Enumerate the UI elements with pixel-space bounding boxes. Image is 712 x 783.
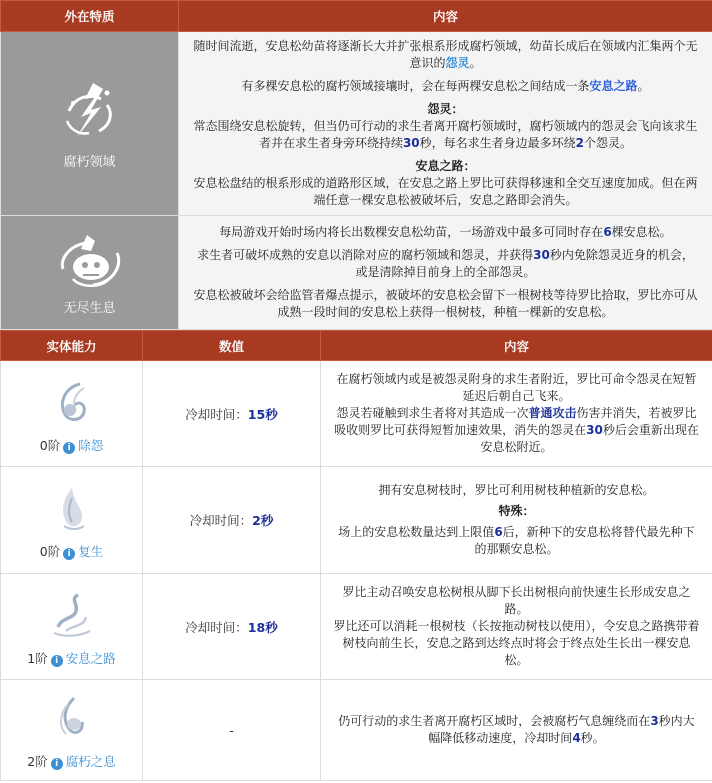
ability-desc-cell xyxy=(321,467,712,574)
text: 。 xyxy=(637,79,650,93)
trait-row-endless-breath xyxy=(1,216,712,330)
abilities-table xyxy=(0,330,712,781)
text: 棵安息松。 xyxy=(611,225,672,239)
ability-desc-cell xyxy=(321,680,712,781)
text: 冷却时间： xyxy=(189,513,253,528)
desc-paragraph xyxy=(333,713,700,747)
trait-paragraph xyxy=(193,78,698,95)
ability-cell xyxy=(1,574,143,680)
ability-label xyxy=(1,542,142,560)
trait-paragraph xyxy=(193,224,698,241)
number: 4 xyxy=(572,731,581,745)
highlight-normal-attack: 普通攻击 xyxy=(528,406,577,420)
subheading: 特殊： xyxy=(498,504,535,518)
ability-tier: 0阶 xyxy=(39,437,61,453)
unit: 秒 xyxy=(260,513,274,528)
ability-row-decay-breath xyxy=(1,680,712,781)
desc-paragraph xyxy=(333,405,700,456)
trait-feature-cell xyxy=(1,216,179,330)
trait-paragraph xyxy=(193,38,698,72)
text: 常态围绕安息松旋转，但当仍可行动的求生者离开腐朽领域时，腐朽领域内的怨灵会飞向该求生者并在求生者身旁环绕持续 xyxy=(193,119,698,150)
text: 秒。 xyxy=(580,731,605,745)
desc-paragraph: 罗比还可以消耗一根树枝（长按拖动树枝以使用），令安息之路携带着树枝向前生长，安息之路到达终点时将会于终点处生长出一棵安息松。 xyxy=(333,619,700,667)
number: 3 xyxy=(650,714,659,728)
unit: 秒 xyxy=(265,406,278,422)
text: 冷却时间： xyxy=(185,619,248,635)
trait-name: 腐朽领域 xyxy=(63,155,116,170)
text: 后，新种下的安息松将替代最先种下的那颗安息松。 xyxy=(474,525,695,556)
header-content: 内容 xyxy=(179,1,712,32)
ability-cell xyxy=(1,361,143,467)
ability-name-link[interactable]: 腐朽之息 xyxy=(65,754,116,769)
ability-cell xyxy=(1,680,143,781)
text: 有多棵安息松的腐朽领域接壤时，会在每两棵安息松之间结成一条 xyxy=(241,79,590,93)
number: 30 xyxy=(533,248,550,262)
text: 求生者可破坏成熟的安息以消除对应的腐朽领域和怨灵，并获得 xyxy=(197,248,534,262)
number: 2 xyxy=(252,513,261,528)
wisp-icon xyxy=(44,374,100,430)
desc-paragraph xyxy=(333,524,700,558)
number: 18 xyxy=(247,619,266,635)
ability-name-link[interactable]: 安息之路 xyxy=(65,650,116,666)
ability-name-link[interactable]: 除怨 xyxy=(78,437,104,453)
number: 30 xyxy=(402,136,420,150)
ability-desc-cell xyxy=(321,574,712,680)
header-value: 数值 xyxy=(143,331,321,361)
trait-content-cell xyxy=(179,32,712,216)
robbie-skull-icon xyxy=(53,229,127,293)
trait-content-cell xyxy=(179,216,712,330)
subheading: 安息之路： xyxy=(415,159,476,173)
trait-row-decay-field xyxy=(1,32,712,216)
trait-paragraph: 安息松被破坏会给监管者爆点提示，被破坏的安息松会留下一根树枝等待罗比拾取，罗比亦可从成熟一段时间的安息松上获得一根树枝，种植一棵新的安息松。 xyxy=(193,288,698,319)
ability-label xyxy=(1,752,142,770)
abilities-header-row xyxy=(1,331,712,361)
number: 30 xyxy=(586,423,603,437)
highlight-rest-path: 安息之路 xyxy=(589,79,638,93)
desc-paragraph: 罗比主动召唤安息松树根从脚下长出树根向前快速生长形成安息之路。 xyxy=(342,585,691,616)
text: 仍可行动的求生者离开腐朽区域时，会被腐朽气息缠绕而在 xyxy=(338,714,651,728)
text: 秒内大幅降低移动速度，冷却时间 xyxy=(428,714,695,745)
unit: 秒 xyxy=(265,619,278,635)
number: 15 xyxy=(247,406,266,422)
ability-row-rebirth xyxy=(1,467,712,574)
desc-paragraph: 拥有安息树枝时，罗比可利用树枝种植新的安息松。 xyxy=(378,483,655,497)
text: 随时间流逝，安息松幼苗将逐渐长大并扩张根系形成腐朽领域，幼苗长成后在领域内汇集两个无意识的 xyxy=(193,39,698,70)
info-icon[interactable]: i xyxy=(63,548,75,560)
ability-tier: 1阶 xyxy=(27,650,48,666)
number: 2 xyxy=(575,136,585,150)
ability-label xyxy=(1,649,142,667)
info-icon[interactable]: i xyxy=(51,758,63,770)
ability-desc-cell xyxy=(321,361,712,467)
trait-feature-cell xyxy=(1,32,179,216)
ability-value-cell xyxy=(143,467,321,574)
text: 。 xyxy=(469,56,482,70)
text: 伤害并消失，若被罗比吸收则罗比可获得短暂加速效果，消失的怨灵在 xyxy=(334,406,697,437)
ability-tier: 0阶 xyxy=(39,544,61,559)
root-path-icon xyxy=(44,587,100,643)
link-resentful-spirit[interactable]: 怨灵 xyxy=(445,56,470,70)
ability-row-rest-path xyxy=(1,574,712,680)
text: 每局游戏开始时场内将长出数棵安息松幼苗，一场游戏中最多可同时存在 xyxy=(219,225,604,239)
text: 冷却时间： xyxy=(185,406,248,422)
subheading: 怨灵： xyxy=(427,102,464,116)
info-icon[interactable]: i xyxy=(63,442,75,454)
ability-value-cell xyxy=(143,574,321,680)
trait-paragraph: 安息松盘结的根系形成的道路形区域，在安息之路上罗比可获得移速和全交互速度加成。但在两端任意一棵安息松被破坏后，安息之路即会消失。 xyxy=(193,176,698,207)
header-content: 内容 xyxy=(321,331,712,361)
number: 6 xyxy=(494,525,503,539)
info-icon[interactable]: i xyxy=(51,655,63,667)
text: 怨灵若碰触到求生者将对其造成一次 xyxy=(336,406,529,420)
ability-row-dispel xyxy=(1,361,712,467)
text: 个怨灵。 xyxy=(584,136,633,150)
text: 场上的安息松数量达到上限值 xyxy=(338,525,495,539)
text: 秒内免除怨灵近身的机会，或是清除掉目前身上的全部怨灵。 xyxy=(355,248,694,279)
sprout-flame-icon xyxy=(44,480,100,536)
ability-label xyxy=(1,436,142,454)
ability-value-cell: - xyxy=(143,680,321,781)
number: 6 xyxy=(603,225,612,239)
header-feature: 外在特质 xyxy=(1,1,179,32)
trait-name: 无尽生息 xyxy=(63,301,116,316)
text: 秒，每名求生者身边最多环绕 xyxy=(419,136,576,150)
desc-paragraph: 在腐朽领域内或是被怨灵附身的求生者附近，罗比可命令怨灵在短暂延迟后朝自己飞来。 xyxy=(336,372,697,403)
traits-header-row xyxy=(1,1,712,32)
ability-name-link[interactable]: 复生 xyxy=(78,544,104,559)
decay-breath-icon xyxy=(44,690,100,746)
text: 秒后会重新出现在安息松附近。 xyxy=(480,423,699,454)
traits-table xyxy=(0,0,712,330)
ability-cell xyxy=(1,467,143,574)
header-ability: 实体能力 xyxy=(1,331,143,361)
ability-tier: 2阶 xyxy=(27,754,48,769)
trait-paragraph xyxy=(193,247,698,281)
trait-paragraph xyxy=(193,118,698,152)
lightning-swirl-icon xyxy=(55,77,125,147)
ability-value-cell xyxy=(143,361,321,467)
